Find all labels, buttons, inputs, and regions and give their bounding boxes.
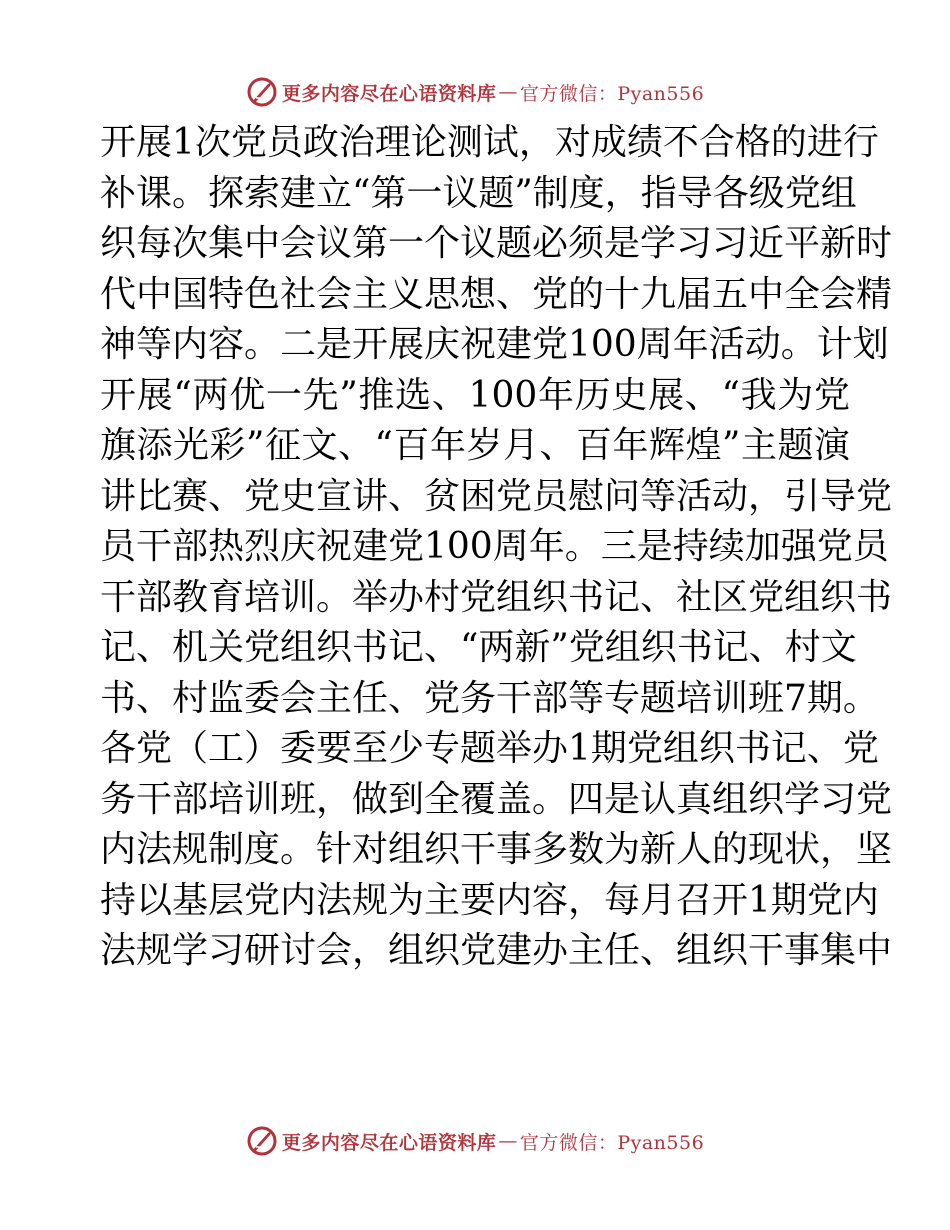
footer-watermark	[0, 1121, 950, 1161]
text-line: 各党（工）委要至少专题举办1期党组织书记、党	[100, 728, 879, 769]
text-line: 内法规制度。针对组织干事多数为新人的现状，坚	[100, 829, 893, 870]
text-line: 旗添光彩”征文、“百年岁月、百年辉煌”主题演	[100, 425, 850, 466]
text-line: 员干部热烈庆祝建党100周年。三是持续加强党员	[100, 526, 889, 567]
watermark-main-text: 更多内容尽在心语资料库	[281, 82, 497, 105]
text-line: 代中国特色社会主义思想、党的十九届五中全会精	[100, 273, 893, 315]
quill-pen-logo-icon	[246, 1125, 278, 1157]
text-line: 神等内容。二是开展庆祝建党100周年活动。计划	[100, 324, 889, 365]
header-watermark	[0, 72, 950, 112]
watermark-main-text: 更多内容尽在心语资料库	[281, 1131, 497, 1154]
text-line: 干部教育培训。举办村党组织书记、社区党组织书	[100, 576, 893, 618]
watermark-dash: —	[498, 1130, 518, 1152]
text-line: 补课。探索建立“第一议题”制度，指导各级党组	[100, 172, 857, 214]
text-line: 记、机关党组织书记、“两新”党组织书记、村文	[100, 627, 857, 668]
text-line: 书、村监委会主任、党务干部等专题培训班7期。	[100, 677, 879, 719]
text-line: 讲比赛、党史宣讲、贫困党员慰问等活动，引导党	[100, 475, 893, 517]
watermark-dash: —	[498, 81, 518, 103]
text-line: 务干部培训班，做到全覆盖。四是认真组织学习党	[100, 778, 893, 820]
text-line: 开展1次党员政治理论测试，对成绩不合格的进行	[100, 122, 879, 163]
text-line: 法规学习研讨会，组织党建办主任、组织干事集中	[100, 930, 893, 971]
watermark-wechat-text: 官方微信：Pyan556	[519, 82, 705, 105]
text-line: 持以基层党内法规为主要内容，每月召开1期党内	[100, 879, 879, 921]
watermark-wechat-text: 官方微信：Pyan556	[519, 1131, 705, 1154]
quill-pen-logo-icon	[246, 76, 278, 108]
text-line: 织每次集中会议第一个议题必须是学习习近平新时	[100, 223, 893, 264]
text-line: 开展“两优一先”推选、100年历史展、“我为党	[100, 374, 850, 416]
body-paragraph	[100, 118, 893, 977]
